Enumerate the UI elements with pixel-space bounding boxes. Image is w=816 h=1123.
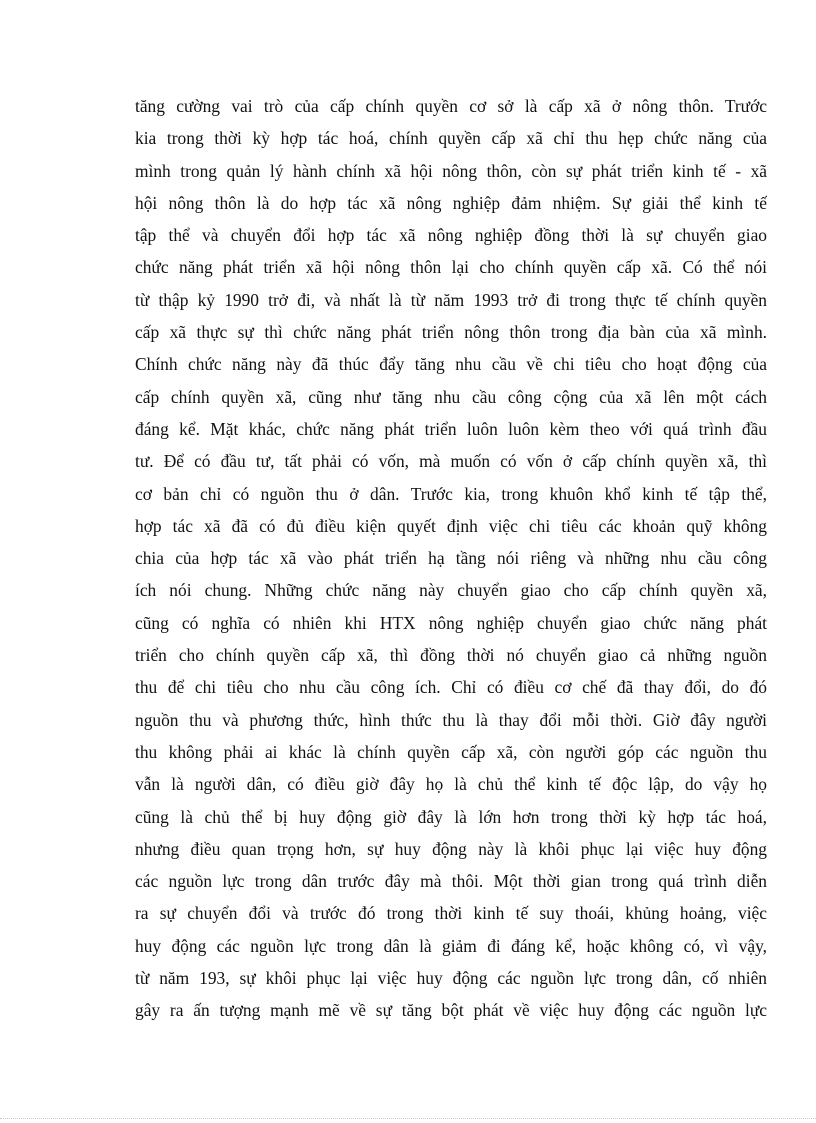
text-line: đáng kể. Mặt khác, chức năng phát triển luôn luôn kèm theo với quá trình đầu — [135, 418, 767, 439]
text-line: Chính chức năng này đã thúc đẩy tăng nhu cầu về chi tiêu cho hoạt động của — [135, 354, 767, 375]
text-line: mình trong quản lý hành chính xã hội nông thôn, còn sự phát triển kinh tế - xã — [135, 160, 767, 181]
text-line: gây ra ấn tượng mạnh mẽ về sự tăng bột phát về việc huy động các nguồn lực — [135, 1000, 767, 1021]
text-line: cũng là chủ thể bị huy động giờ đây là lớn hơn trong thời kỳ hợp tác hoá, — [135, 806, 767, 827]
text-line: chức năng phát triển xã hội nông thôn lại cho chính quyền cấp xã. Có thể nói — [135, 257, 767, 278]
text-line: tư. Để có đầu tư, tất phải có vốn, mà muốn có vốn ở cấp chính quyền xã, thì — [135, 451, 767, 472]
text-line: từ năm 193, sự khôi phục lại việc huy động các nguồn lực trong dân, cố nhiên — [135, 968, 767, 989]
text-line: cấp xã thực sự thì chức năng phát triển nông thôn trong địa bàn của xã mình. — [135, 322, 767, 343]
text-line: hội nông thôn là do hợp tác xã nông nghiệp đảm nhiệm. Sự giải thể kinh tế — [135, 192, 767, 213]
text-line: từ thập kỷ 1990 trở đi, và nhất là từ năm 1993 trở đi trong thực tế chính quyền — [135, 289, 767, 310]
body-text — [135, 90, 767, 1027]
text-line: tăng cường vai trò của cấp chính quyền cơ sở là cấp xã ở nông thôn. Trước — [135, 96, 767, 116]
text-line: nguồn thu và phương thức, hình thức thu là thay đổi mỗi thời. Giờ đây người — [135, 709, 767, 730]
text-line: cấp chính quyền xã, cũng như tăng nhu cầu công cộng của xã lên một cách — [135, 386, 767, 407]
text-line: nhưng điều quan trọng hơn, sự huy động này là khôi phục lại việc huy động — [135, 838, 767, 859]
text-line: ra sự chuyển đổi và trước đó trong thời kinh tế suy thoái, khủng hoảng, việc — [135, 903, 767, 924]
text-line: cũng có nghĩa có nhiên khi HTX nông nghiệp chuyển giao chức năng phát — [135, 612, 767, 633]
text-line: chia của hợp tác xã vào phát triển hạ tầng nói riêng và những nhu cầu công — [135, 548, 767, 569]
text-line: huy động các nguồn lực trong dân là giảm đi đáng kể, hoặc không có, vì vậy, — [135, 935, 767, 956]
text-line: tập thể và chuyển đổi hợp tác xã nông nghiệp đồng thời là sự chuyển giao — [135, 225, 767, 246]
text-line: thu để chi tiêu cho nhu cầu công ích. Chỉ có điều cơ chế đã thay đổi, do đó — [135, 677, 767, 698]
page-bottom-divider — [0, 1118, 816, 1119]
text-line: kia trong thời kỳ hợp tác hoá, chính quyền cấp xã chỉ thu hẹp chức năng của — [135, 128, 767, 149]
text-line: vẫn là người dân, có điều giờ đây họ là chủ thể kinh tế độc lập, do vậy họ — [135, 774, 767, 795]
text-line: cơ bản chỉ có nguồn thu ở dân. Trước kia, trong khuôn khổ kinh tế tập thể, — [135, 483, 767, 504]
text-line: hợp tác xã đã có đủ điều kiện quyết định việc chi tiêu các khoản quỹ không — [135, 515, 767, 536]
text-line: thu không phải ai khác là chính quyền cấp xã, còn người góp các nguồn thu — [135, 741, 767, 762]
text-line: triển cho chính quyền cấp xã, thì đồng thời nó chuyển giao cả những nguồn — [135, 645, 767, 666]
text-line: ích nói chung. Những chức năng này chuyển giao cho cấp chính quyền xã, — [135, 580, 767, 601]
text-line: các nguồn lực trong dân trước đây mà thôi. Một thời gian trong quá trình diễn — [135, 871, 767, 892]
